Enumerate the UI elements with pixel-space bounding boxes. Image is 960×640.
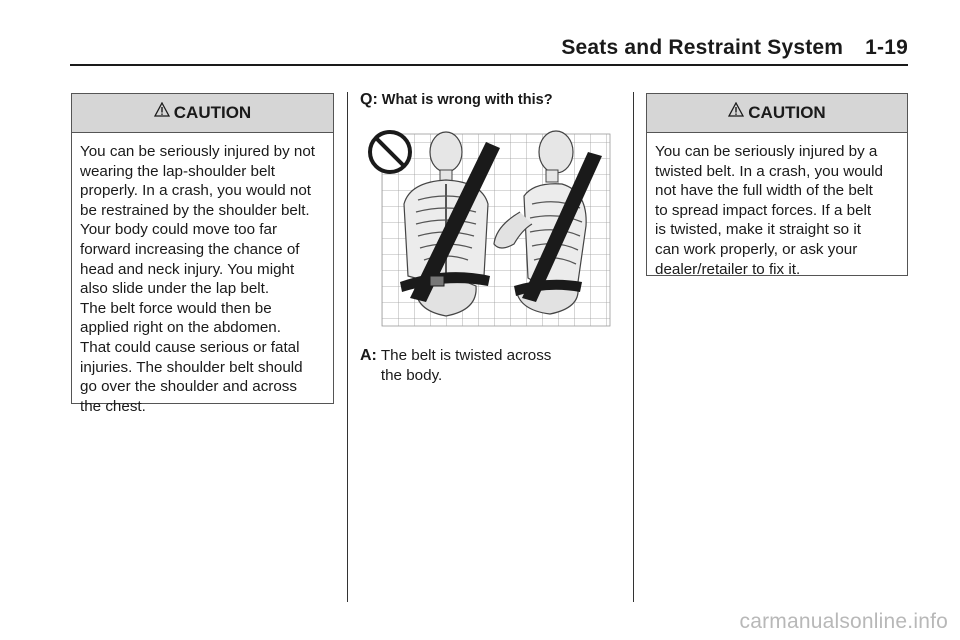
watermark: carmanualsonline.info [739, 610, 948, 633]
caution-box-left [71, 93, 334, 415]
answer-text [381, 346, 625, 385]
warning-triangle-icon [154, 102, 170, 118]
question-label: Q: [360, 91, 378, 108]
caution-title: CAUTION [173, 103, 252, 122]
prohibition-icon [370, 132, 410, 172]
caution-line: also slide under the lap belt. [80, 280, 270, 298]
caution-line: applied right on the abdomen. [80, 319, 281, 337]
page-number: 1-19 [865, 36, 908, 59]
caution-line: go over the shoulder and across [80, 378, 297, 396]
column-divider-1 [347, 92, 348, 602]
page-header [70, 36, 908, 66]
caution-line: can work properly, or ask your [655, 240, 858, 258]
caution-line: be restrained by the shoulder belt. [80, 201, 310, 219]
caution-line: wearing the lap-shoulder belt [80, 162, 276, 180]
answer-line: the body. [380, 366, 443, 384]
caution-text [647, 133, 907, 287]
caution-title: CAUTION [748, 103, 826, 122]
caution-line: injuries. The shoulder belt should [80, 358, 303, 376]
caution-line: the chest. [80, 397, 146, 415]
caution-line: You can be seriously injured by a [655, 143, 878, 160]
caution-line: The belt force would then be [80, 299, 272, 317]
caution-text [72, 133, 333, 424]
question-text: What is wrong with this? [381, 92, 553, 108]
caution-line: That could cause serious or fatal [80, 338, 300, 356]
caution-header [72, 94, 333, 133]
column-divider-2 [633, 92, 634, 602]
header-title [561, 36, 908, 60]
caution-line: forward increasing the chance of [80, 240, 300, 258]
caution-line: to spread impact forces. If a belt [655, 201, 872, 219]
answer [360, 346, 625, 385]
caution-header [647, 94, 907, 133]
answer-label: A: [360, 347, 377, 364]
warning-triangle-icon [728, 102, 744, 118]
caution-line: is twisted, make it straight so it [655, 221, 861, 239]
twisted-belt-illustration [366, 126, 616, 331]
caution-line: not have the full width of the belt [655, 182, 873, 200]
caution-line: Your body could move too far [80, 221, 277, 239]
answer-line: The belt is twisted across [380, 347, 552, 364]
caution-line: dealer/retailer to fix it. [655, 260, 801, 278]
caution-line: properly. In a crash, you would not [80, 182, 312, 200]
skeleton-figure-image [366, 126, 616, 331]
caution-box-right [646, 93, 908, 276]
question [360, 90, 625, 111]
caution-line: You can be seriously injured by not [80, 143, 315, 160]
answer-row [360, 346, 625, 385]
caution-line: twisted belt. In a crash, you would [655, 162, 883, 180]
caution-line: head and neck injury. You might [80, 260, 295, 278]
section-title: Seats and Restraint System [561, 36, 844, 59]
